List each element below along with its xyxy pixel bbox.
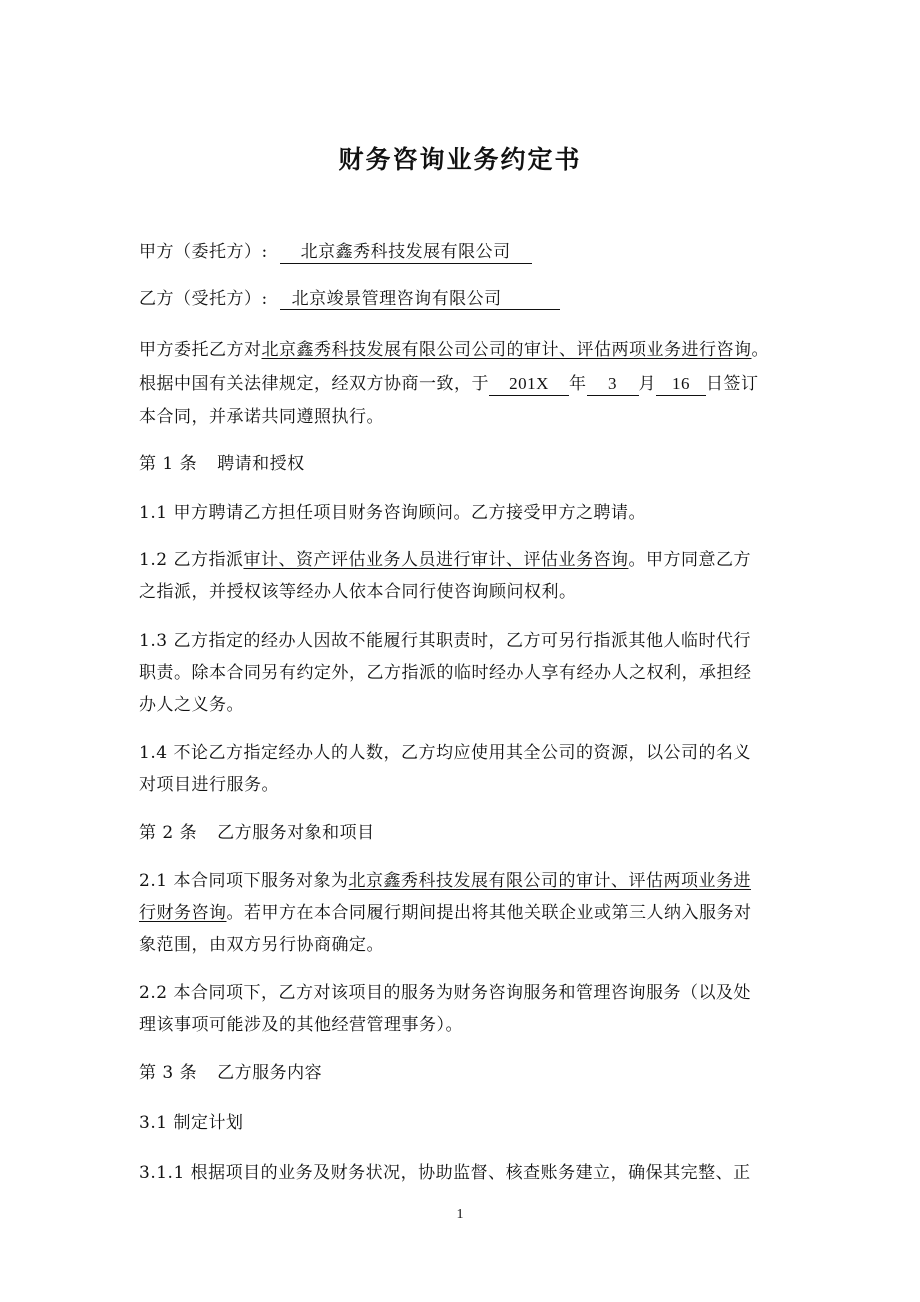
clause-1-1: 1.1 甲方聘请乙方担任项目财务咨询顾问。乙方接受甲方之聘请。 [139,503,646,523]
clause-1-2-line-2: 之指派，并授权该等经办人依本合同行使咨询顾问权利。 [139,582,577,602]
article-number: 第 3 条 [139,1063,198,1083]
page-number: 1 [456,1207,464,1222]
intro-text: 日签订 [706,374,759,394]
intro-text: 根据中国有关法律规定，经双方协商一致，于 [139,374,489,394]
intro-text: 甲方委托乙方对 [139,340,262,360]
clause-text: 2.1 本合同项下服务对象为 [139,871,349,891]
party-a-line [139,235,789,269]
article-1-heading [139,447,789,481]
clause-2-1-line-2 [139,896,789,930]
year-label: 年 [569,374,587,394]
clause-1-2-line-1 [139,543,789,577]
sign-year: 201X [489,373,569,396]
article-number: 第 1 条 [139,454,198,474]
article-title: 乙方服务对象和项目 [217,823,375,843]
article-title: 乙方服务内容 [217,1063,323,1083]
party-b-name: 北京竣景管理咨询有限公司 [280,288,560,310]
clause-1-3-line-1: 1.3 乙方指定的经办人因故不能履行其职责时，乙方可另行指派其他人临时代行 [139,631,751,651]
article-3-heading [139,1056,789,1090]
clause-underlined: 审计、资产评估业务人员进行审计、评估业务咨询 [243,550,629,570]
document-title: 财务咨询业务约定书 [338,145,582,174]
party-b-line [139,282,789,316]
clause-3-1: 3.1 制定计划 [139,1113,244,1133]
article-number: 第 2 条 [139,823,198,843]
article-title: 聘请和授权 [217,454,305,474]
clause-3-1-1: 3.1.1 根据项目的业务及财务状况，协助监督、核查账务建立，确保其完整、正 [139,1163,751,1183]
sign-day: 16 [656,373,706,396]
intro-line-3: 本合同，并承诺共同遵照执行。 [139,407,384,427]
intro-text: 。 [751,340,769,360]
clause-underlined: 北京鑫秀科技发展有限公司的审计、评估两项业务进 [348,871,751,891]
clause-1-4-line-1: 1.4 不论乙方指定经办人的人数，乙方均应使用其全公司的资源，以公司的名义 [139,743,751,763]
intro-line-1 [139,333,789,367]
clause-2-2-line-1: 2.2 本合同项下，乙方对该项目的服务为财务咨询服务和管理咨询服务（以及处 [139,983,751,1003]
sign-month: 3 [587,373,639,396]
clause-1-3-line-2: 职责。除本合同另有约定外，乙方指派的临时经办人享有经办人之权利，承担经 [139,663,752,683]
month-label: 月 [638,374,656,394]
clause-1-3-line-3: 办人之义务。 [139,695,244,715]
clause-text: 。甲方同意乙方 [628,550,751,570]
party-a-label: 甲方（委托方）: [139,242,268,262]
clause-underlined: 行财务咨询 [139,903,227,923]
intro-subject: 北京鑫秀科技发展有限公司公司的审计、评估两项业务进行咨询 [261,340,752,360]
clause-2-1-line-1 [139,864,789,898]
clause-2-1-line-3: 象范围，由双方另行协商确定。 [139,935,384,955]
clause-1-4-line-2: 对项目进行服务。 [139,775,279,795]
intro-line-2 [139,367,789,401]
clause-text: 1.2 乙方指派 [139,550,244,570]
article-2-heading [139,816,789,850]
party-a-name: 北京鑫秀科技发展有限公司 [280,241,532,264]
party-b-label: 乙方（受托方）: [139,289,268,309]
clause-2-2-line-2: 理该事项可能涉及的其他经营管理事务）。 [139,1015,463,1035]
clause-text: 。若甲方在本合同履行期间提出将其他关联企业或第三人纳入服务对 [226,903,752,923]
